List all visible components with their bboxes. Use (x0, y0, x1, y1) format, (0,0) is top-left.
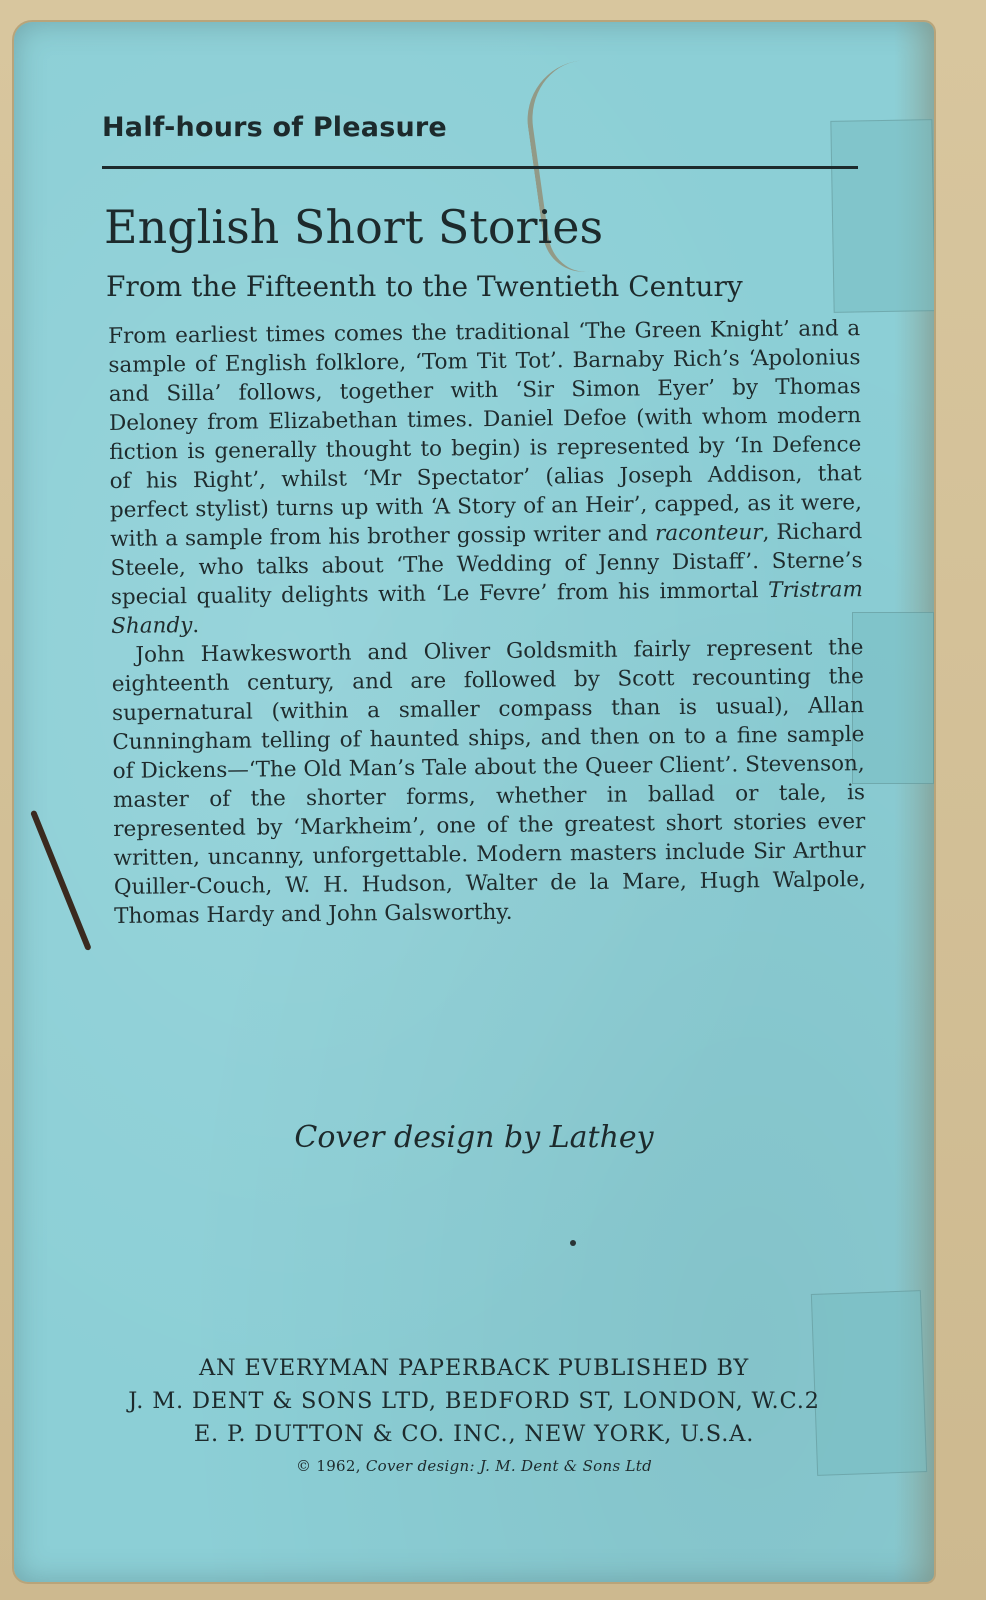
blurb-paragraph-1 (108, 314, 863, 641)
book-back-cover (14, 22, 934, 1582)
publisher-line-3: E. P. DUTTON & CO. INC., NEW YORK, U.S.A. (193, 1421, 755, 1447)
publisher-line-1: AN EVERYMAN PAPERBACK PUBLISHED BY (198, 1355, 750, 1381)
tape-patch-top (830, 119, 934, 313)
publisher-block (14, 1352, 934, 1475)
book-subtitle: From the Fifteenth to the Twentieth Century (106, 270, 743, 303)
scratch-mark (30, 810, 92, 951)
blurb-text: From earliest times comes the traditional ‘The Green Knight’ and a sample of English folklore, ‘Tom Tit Tot’. Barnaby Rich’s ‘Apolonius and Silla’ follows, together with ‘Sir Simon Eyer’ by Thomas Deloney from Elizabethan times. Daniel Defoe (with whom modern fiction is generally thought to begin) is represented by ‘In Defence of his Right’, whilst ‘Mr Spectator’ (alias Joseph Addison, that perfect stylist) turns up with ‘A Story of an Heir’, capped, as it were, with a sample from his brother gossip writer and (108, 316, 863, 552)
publisher-line-2: J. M. DENT & SONS LTD, BEDFORD ST, LONDON, W.C.2 (128, 1388, 820, 1414)
ink-dot (570, 1240, 576, 1246)
copyright-prefix: © 1962, (295, 1457, 366, 1475)
series-title: Half-hours of Pleasure (102, 112, 447, 143)
blurb (108, 314, 866, 931)
blurb-paragraph-2: John Hawkesworth and Oliver Goldsmith fairly represent the eighteenth century, and are followed by Scott recounting the supernatural (within a smaller compass than is usual), Allan Cunningham telling of haunted ships, and then on to a fine sample of Dickens—‘The Old Man’s Tale about the Queer Client’. Stevenson, master of the shorter forms, whether in ballad or tale, is represented by ‘Markheim’, one of the greatest short stories ever written, uncanny, unforgettable. Modern masters include Sir Arthur Quiller-Couch, W. H. Hudson, Walter de la Mare, Hugh Walpole, Thomas Hardy and John Galsworthy. (111, 635, 867, 929)
copyright-design: Cover design: J. M. Dent & Sons Ltd (365, 1457, 653, 1475)
blurb-italic: raconteur (654, 520, 763, 547)
book-title: English Short Stories (104, 200, 604, 254)
blurb-text: . (192, 613, 200, 639)
cover-credit: Cover design by Lathey (294, 1120, 654, 1155)
copyright-line (14, 1457, 934, 1475)
blurb-text: , Richard Steele, who talks about ‘The Wedding of Jenny Distaff’. Sterne’s special quality delights with ‘Le Fevre’ from his immortal (110, 519, 863, 610)
blurb-italic: Tristram Shandy (111, 577, 863, 639)
header-rule (102, 166, 858, 169)
